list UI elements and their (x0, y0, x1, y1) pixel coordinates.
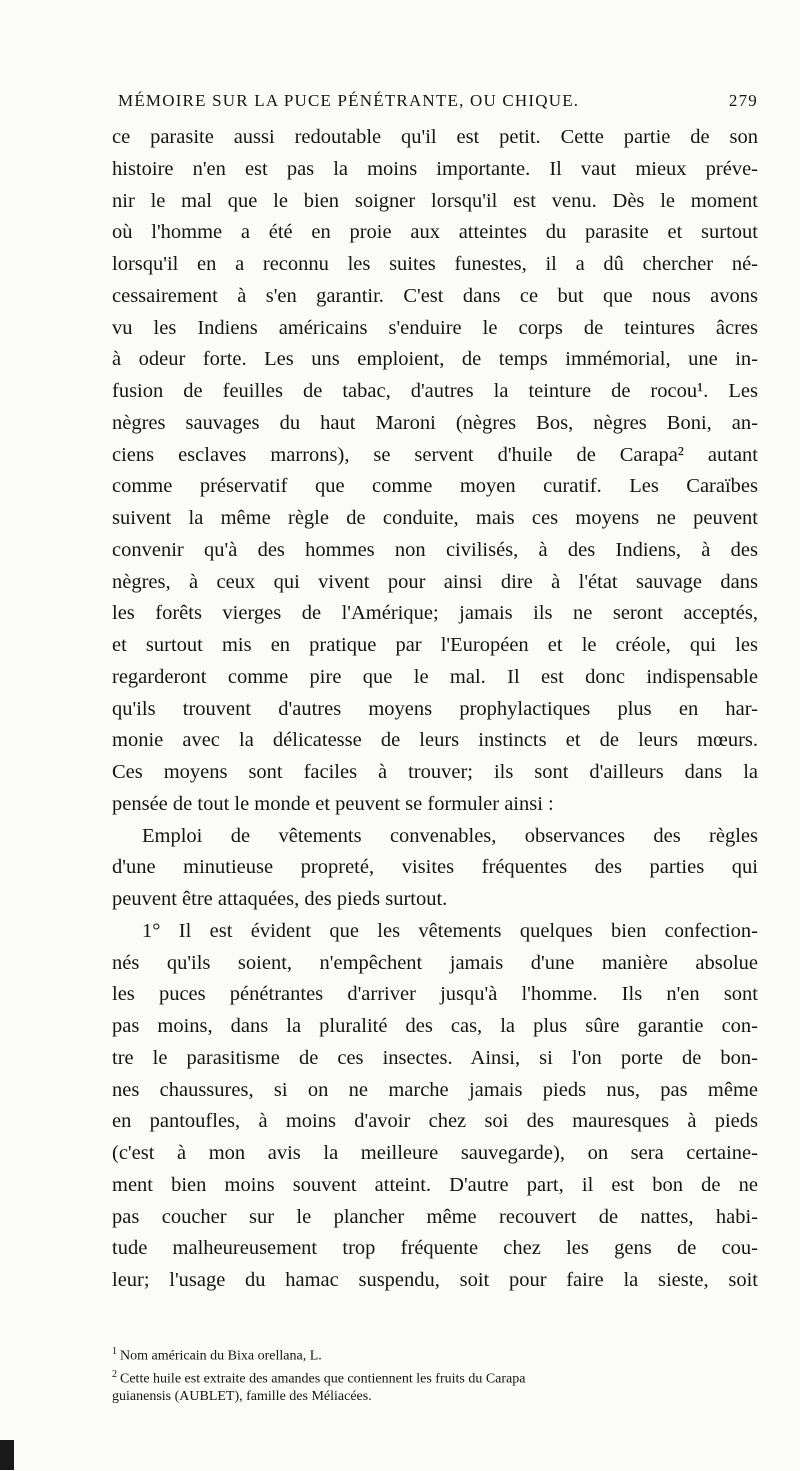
footnote (112, 1343, 758, 1366)
text-line: ciens esclaves marrons), se servent d'huile de Carapa² autant (112, 443, 758, 466)
text-line: pas moins, dans la pluralité des cas, la plus sûre garantie con- (112, 1015, 758, 1037)
page-number: 279 (728, 91, 758, 110)
text-line: ce parasite aussi redoutable qu'il est petit. Cette partie de son (112, 126, 758, 148)
body-text (112, 122, 758, 1297)
footnote-mark: 2 (112, 1368, 117, 1380)
text-line: nègres, à ceux qui vivent pour ainsi dire à l'état sauvage dans (112, 570, 758, 593)
footnote-text: Nom américain du Bixa orellana, L. (120, 1348, 322, 1364)
footnote-mark: 1 (112, 1346, 117, 1357)
text-line: cessairement à s'en garantir. C'est dans ce but que nous avons (112, 284, 758, 307)
text-line: à odeur forte. Les uns emploient, de temps immémorial, une in- (112, 348, 758, 371)
text-line: pas coucher sur le plancher même recouvert de nattes, habi- (112, 1205, 758, 1228)
text-line: Ces moyens sont faciles à trouver; ils sont d'ailleurs dans la (112, 761, 758, 783)
text-line: les puces pénétrantes d'arriver jusqu'à l'homme. Ils n'en sont (112, 983, 758, 1006)
text-line: 1° Il est évident que les vêtements quelques bien confection- (142, 919, 758, 942)
text-line: nés qu'ils soient, n'empêchent jamais d'une manière absolue (112, 951, 758, 974)
footnote-text: Cette huile est extraite des amandes que contiennent les fruits du Carapa (120, 1371, 526, 1387)
footnote-text: guianensis (AUBLET), famille des Méliacées. (112, 1389, 372, 1405)
running-header (118, 91, 758, 113)
text-line: ment bien moins souvent atteint. D'autre part, il est bon de ne (112, 1173, 758, 1196)
footnotes (112, 1343, 758, 1406)
text-line: suivent la même règle de conduite, mais ces moyens ne peuvent (112, 507, 758, 529)
text-line: convenir qu'à des hommes non civilisés, à des Indiens, à des (112, 538, 758, 561)
text-line: fusion de feuilles de tabac, d'autres la teinture de rocou¹. Les (112, 380, 758, 402)
text-line: Emploi de vêtements convenables, observances des règles (142, 824, 758, 847)
text-line: comme préservatif que comme moyen curatif. Les Caraïbes (112, 475, 758, 498)
text-line: nes chaussures, si on ne marche jamais pieds nus, pas même (112, 1078, 758, 1101)
text-line: leur; l'usage du hamac suspendu, soit pour faire la sieste, soit (112, 1269, 758, 1291)
footnote (112, 1366, 758, 1389)
text-line: pensée de tout le monde et peuvent se formuler ainsi : (112, 792, 554, 815)
text-line: tude malheureusement trop fréquente chez les gens de cou- (112, 1237, 758, 1260)
footnote-continuation (112, 1388, 758, 1406)
text-line: qu'ils trouvent d'autres moyens prophylactiques plus en har- (112, 697, 758, 720)
text-line: nir le mal que le bien soigner lorsqu'il est venu. Dès le moment (112, 189, 758, 212)
running-title: MÉMOIRE SUR LA PUCE PÉNÉTRANTE, OU CHIQUE. (118, 91, 580, 110)
text-line: regarderont comme pire que le mal. Il est donc indispensable (112, 665, 758, 688)
text-line: (c'est à mon avis la meilleure sauvegarde), on sera certaine- (112, 1142, 758, 1164)
text-line: vu les Indiens américains s'enduire le corps de teintures âcres (112, 316, 758, 339)
scan-edge-mark (0, 1440, 14, 1470)
text-line: lorsqu'il en a reconnu les suites funestes, il a dû chercher né- (112, 253, 758, 275)
text-line: et surtout mis en pratique par l'Européen et le créole, qui les (112, 634, 758, 656)
text-line: nègres sauvages du haut Maroni (nègres Bos, nègres Boni, an- (112, 411, 758, 434)
text-line: où l'homme a été en proie aux atteintes du parasite et surtout (112, 221, 758, 244)
text-line: d'une minutieuse propreté, visites fréquentes des parties qui (112, 856, 758, 879)
text-line: peuvent être attaquées, des pieds surtout. (112, 888, 448, 910)
text-line: les forêts vierges de l'Amérique; jamais ils ne seront acceptés, (112, 602, 758, 625)
text-line: tre le parasitisme de ces insectes. Ainsi, si l'on porte de bon- (112, 1046, 758, 1069)
text-line: monie avec la délicatesse de leurs instincts et de leurs mœurs. (112, 729, 758, 752)
text-line: histoire n'en est pas la moins importante. Il vaut mieux préve- (112, 157, 758, 180)
text-line: en pantoufles, à moins d'avoir chez soi des mauresques à pieds (112, 1110, 758, 1133)
